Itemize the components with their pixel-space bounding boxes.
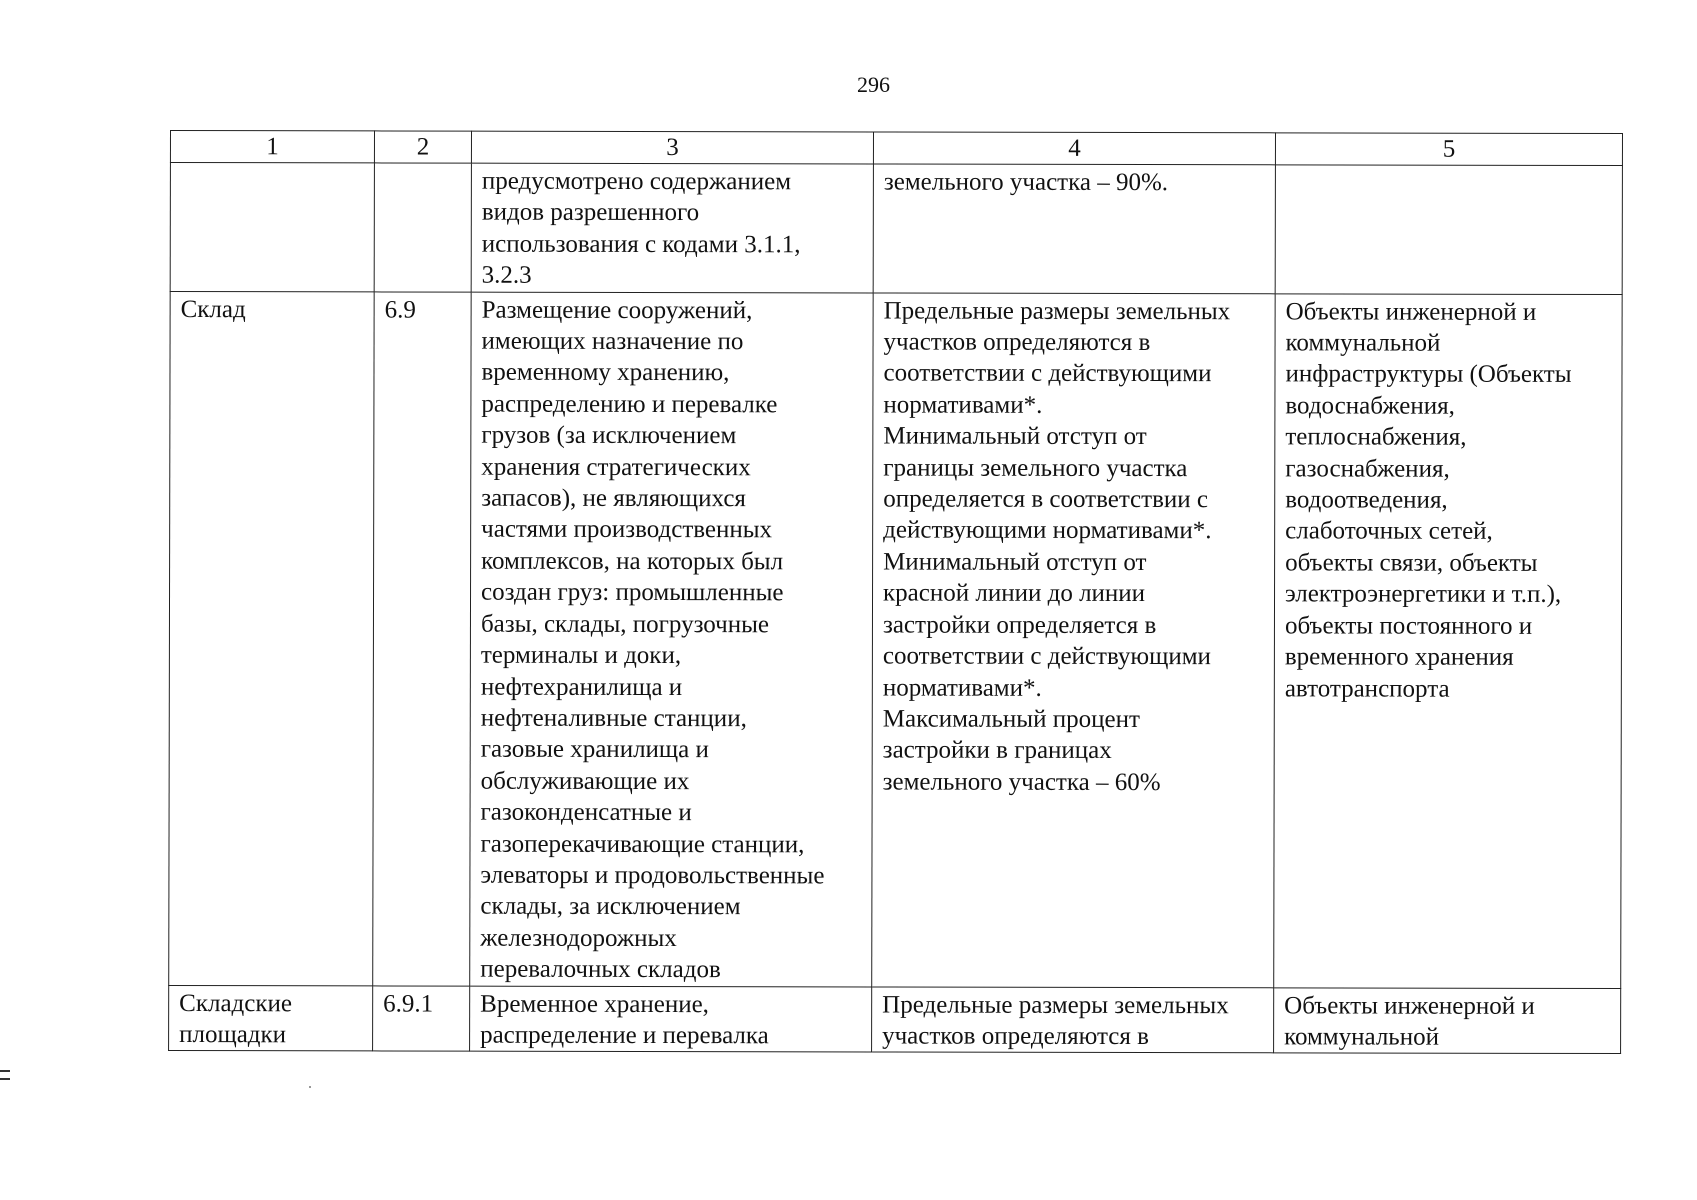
cell-use-name xyxy=(170,163,374,292)
header-col-5: 5 xyxy=(1275,133,1622,166)
cell-text: Объекты инженерной и коммунальной инфраструктуры (Объекты водоснабжения, теплоснабжения, газоснабжения, водоотведения, слаботочных сетей, объекты связи, объекты электроэнергетики и т.п.), объекты постоянного и временного хранения автотранспорта xyxy=(1284,297,1572,703)
cell-text: Предельные размеры земельных участков определяются в соответствии с действующими нормативами*. Минимальный отступ от границы земельного участка определяется в соответствии с действующими нормативами*. Минимальный отступ от красной линии до линии застройки определяется в соответствии с действующими нормативами*. Максимальный процент застройки в границах земельного участка – 60% xyxy=(882,297,1231,796)
cell-description xyxy=(471,163,873,292)
cell-text: предусмотрено содержанием видов разрешенного использования с кодами 3.1.1, 3.2.3 xyxy=(481,167,801,289)
cell-code xyxy=(373,292,471,986)
table-row xyxy=(170,163,1622,295)
scan-speck xyxy=(309,1086,311,1088)
cell-description xyxy=(470,292,873,987)
cell-text: Временное хранение, распределение и перевалка xyxy=(480,990,769,1050)
cell-parameters xyxy=(873,164,1275,293)
header-col-1: 1 xyxy=(170,131,374,163)
table-header-row xyxy=(170,131,1622,166)
cell-text: земельного участка – 90%. xyxy=(883,168,1169,197)
cell-text: Размещение сооружений, имеющих назначение по временному хранению, распределению и перевалке грузов (за исключением хранения стратегических запасов), не являющихся частями производственных комплексов, на которых был создан груз: промышленные базы, склады, погрузочные терминалы и доки, нефтехранилища и нефтеналивные станции, газовые хранилища и обслуживающие их газоконденсатные и газоперекачивающие станции, элеваторы и продовольственные склады, за исключением железнодорожных перевалочных складов xyxy=(480,296,825,984)
cell-text: 6.9 xyxy=(384,296,416,324)
cell-text: Склад xyxy=(180,295,246,323)
cell-parameters xyxy=(872,987,1274,1054)
cell-code xyxy=(373,985,470,1051)
cell-text: 6.9.1 xyxy=(383,990,434,1018)
cell-text xyxy=(1286,167,1612,168)
cell-text: Предельные размеры земельных участков определяются в xyxy=(882,991,1229,1051)
cell-code xyxy=(374,163,471,292)
page-number: 296 xyxy=(857,72,890,97)
cell-auxiliary-uses xyxy=(1274,987,1621,1054)
cell-use-name xyxy=(169,291,374,985)
table-row xyxy=(169,291,1622,988)
cell-use-name xyxy=(169,985,373,1051)
header-col-2: 2 xyxy=(374,131,471,163)
cell-auxiliary-uses xyxy=(1275,165,1622,294)
cell-text: Складские площадки xyxy=(179,989,293,1049)
zoning-table xyxy=(168,130,1623,1054)
cell-auxiliary-uses xyxy=(1274,293,1622,988)
cell-text: Объекты инженерной и коммунальной xyxy=(1284,991,1535,1051)
table-row xyxy=(169,985,1621,1054)
cell-description xyxy=(470,986,872,1053)
header-col-3: 3 xyxy=(471,131,873,164)
header-col-4: 4 xyxy=(873,132,1275,165)
margin-scan-mark xyxy=(0,1070,10,1092)
cell-parameters xyxy=(872,293,1275,988)
